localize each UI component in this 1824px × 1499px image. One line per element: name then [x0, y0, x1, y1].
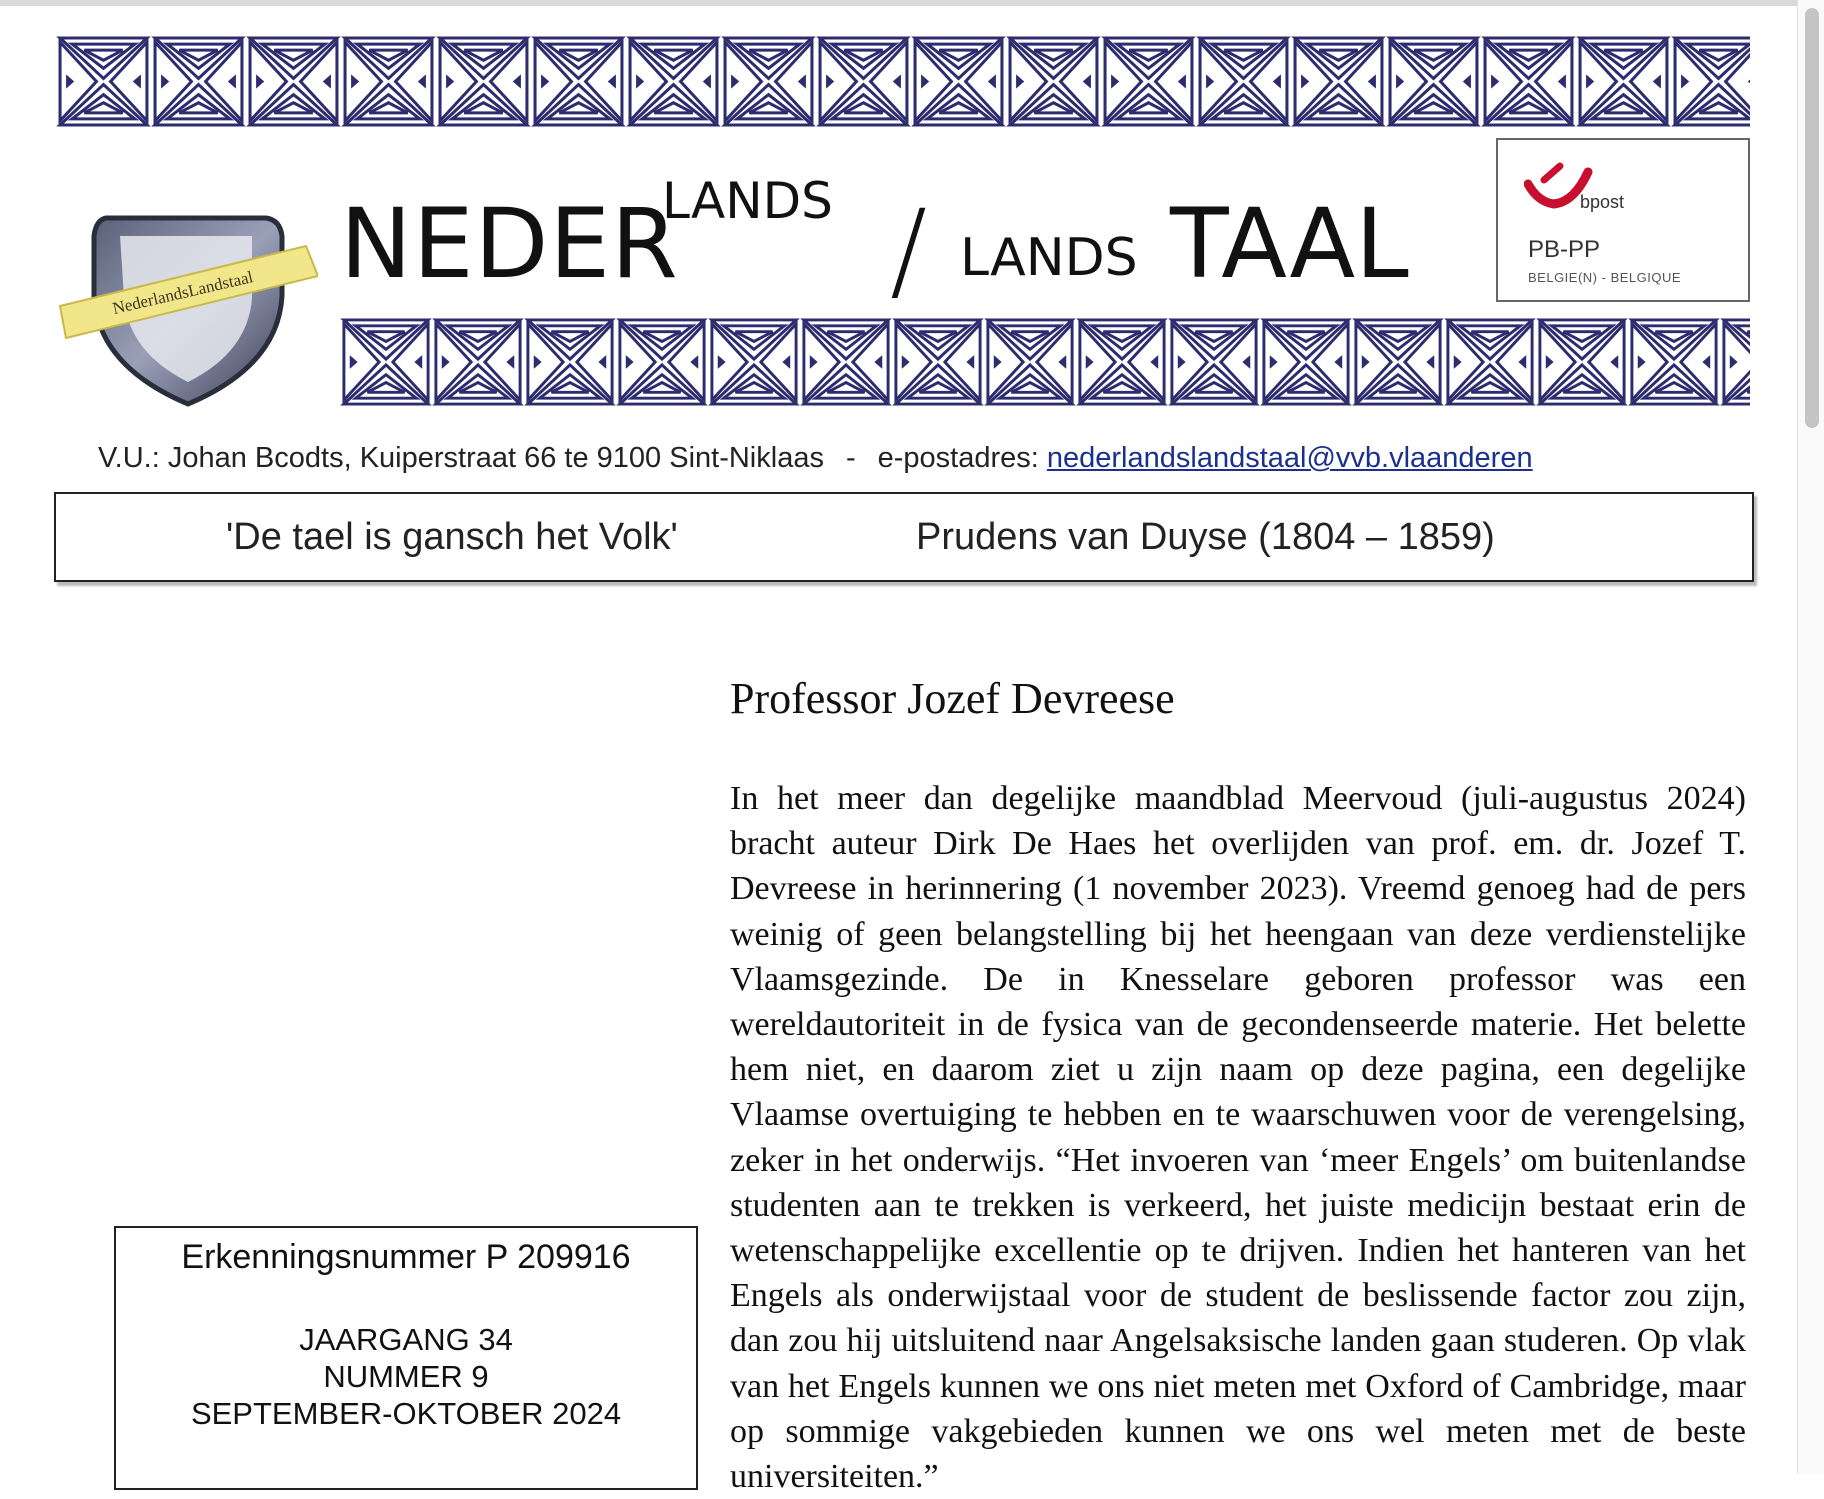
masthead-title: [340, 166, 1440, 314]
article-title: Professor Jozef Devreese: [730, 674, 1175, 723]
scrollbar-thumb[interactable]: [1805, 8, 1819, 428]
stamp-brand: bpost: [1580, 192, 1625, 212]
volume: JAARGANG 34: [299, 1322, 513, 1357]
stamp-code: PB-PP: [1528, 236, 1601, 263]
responsible-publisher: V.U.: Johan Bcodts, Kuiperstraat 66 te 9100 Sint-Niklaas: [98, 442, 824, 474]
contact-separator: -: [845, 442, 856, 474]
recognition-number: Erkenningsnummer P 209916: [181, 1238, 631, 1276]
newsletter-page: [0, 6, 1796, 1496]
masthead-neder: NEDER: [340, 188, 679, 300]
stamp-country: BELGIE(N) - BELGIQUE: [1528, 270, 1682, 285]
issue-period: SEPTEMBER-OKTOBER 2024: [190, 1396, 622, 1431]
email-label: e-postadres:: [877, 442, 1039, 474]
issue-info-box: [114, 1226, 698, 1490]
masthead-taal: TAAL: [1170, 188, 1409, 300]
masthead-lands-super: LANDS: [662, 172, 833, 230]
decorative-pattern-band-top: [56, 34, 1750, 129]
motto-quote: 'De tael is gansch het Volk': [226, 516, 678, 558]
motto-box: [54, 492, 1754, 582]
issue-number: NUMMER 9: [323, 1359, 489, 1394]
motto-author: Prudens van Duyse (1804 – 1859): [916, 516, 1495, 558]
postage-stamp: [1496, 138, 1750, 302]
shield-banner-text: NederlandsLandstaal: [110, 267, 255, 319]
contact-line: [98, 442, 1533, 475]
scrollbar[interactable]: [1797, 0, 1824, 1474]
shield-logo: [56, 206, 318, 416]
article-body: In het meer dan degelijke maandblad Meervoud (juli-augustus 2024) bracht auteur Dirk De Haes het overlijden van prof. em. dr. Jozef T. Devreese in herinnering (1 november 2023). Vreemd genoeg had de pers weinig of geen belangstelling bij het heengaan van deze verdienstelijke Vlaamsgezinde. De in Knesselare geboren professor was een wereldautoriteit in de fysica van de gecondenseerde materie. Het belette hem niet, en daarom ziet u zijn naam op deze pagina, een degelijke Vlaamse overtuiging te hebben en te waarschuwen voor de verengelsing, zeker in het onderwijs. “Het invoeren van ‘meer Engels’ om buitenlandse studenten aan te trekken is verkeerd, het juiste medicijn bestaat erin de wetenschappelijke excellentie op te drijven. Indien het hanteren van het Engels als onderwijstaal voor de student de beslissende factor zou zijn, dan zou hij uitsluitend naar Angelsaksische landen gaan studeren. Op vlak van het Engels kunnen we ons niet meten met Oxford of Cambridge, maar op sommige vakgebieden kunnen we ons wel meten met de beste universiteiten.”: [730, 780, 1746, 1496]
masthead-slash: /: [890, 186, 928, 314]
email-link[interactable]: nederlandslandstaal@vvb.vlaanderen: [1046, 442, 1533, 474]
masthead-lands-small: LANDS: [960, 228, 1138, 288]
decorative-pattern-band-bottom: [340, 316, 1750, 408]
